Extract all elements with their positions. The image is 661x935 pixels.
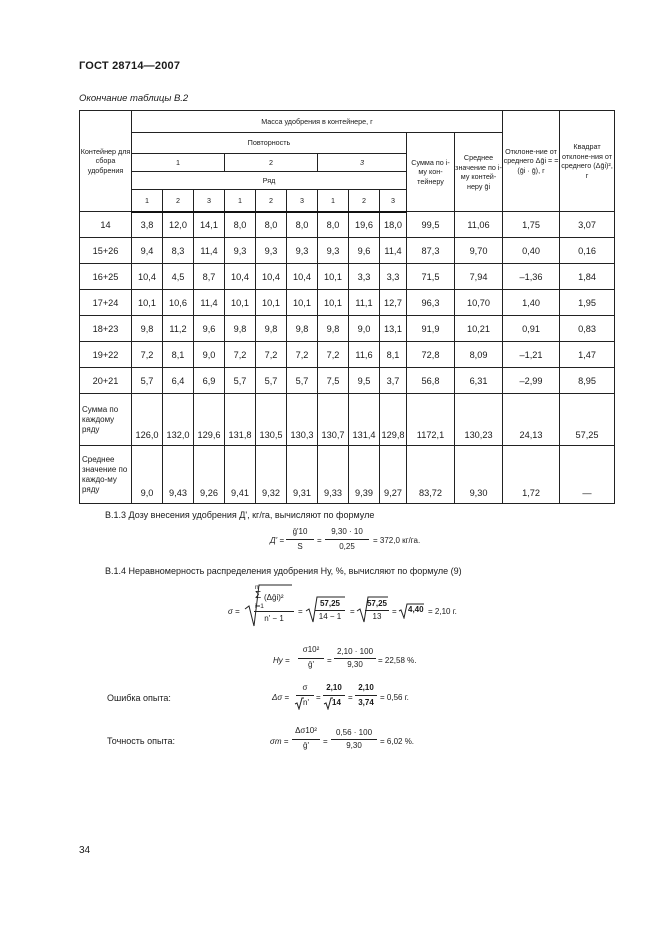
cell: 16+25 xyxy=(80,264,132,290)
cell: 18+23 xyxy=(80,316,132,342)
cell: — xyxy=(560,446,615,504)
cell: 8,0 xyxy=(256,212,287,238)
error-label: Ошибка опыта: xyxy=(107,693,171,703)
table-row xyxy=(80,316,615,342)
section-number: В.1.4 xyxy=(105,566,127,576)
formula-accuracy-num: 0,56 · 100 xyxy=(335,728,373,737)
row-label: Среднее значение по каждо-му ряду xyxy=(80,446,132,504)
cell: 9,4 xyxy=(132,238,163,264)
header-sum: Сумма по i-му кон-тейнеру xyxy=(407,133,455,212)
cell: 87,3 xyxy=(407,238,455,264)
cell: 9,31 xyxy=(287,446,318,504)
cell: 7,2 xyxy=(318,342,349,368)
table-row xyxy=(80,368,615,394)
cell: 0,91 xyxy=(503,316,560,342)
cell: 56,8 xyxy=(407,368,455,394)
table-row xyxy=(80,342,615,368)
formula-h-result: = 22,58 %. xyxy=(378,656,417,665)
cell: 4,5 xyxy=(163,264,194,290)
cell: 9,8 xyxy=(287,316,318,342)
formula-dose-den: 0,25 xyxy=(339,542,355,551)
cell: 9,43 xyxy=(163,446,194,504)
cell: 5,7 xyxy=(287,368,318,394)
cell: 11,4 xyxy=(194,238,225,264)
cell: 9,3 xyxy=(318,238,349,264)
formula-dose-num: ḡ'10 xyxy=(292,527,308,536)
table-row xyxy=(80,238,615,264)
cell: 1172,1 xyxy=(407,394,455,446)
cell: 20+21 xyxy=(80,368,132,394)
formula-error-num: 2,10 xyxy=(326,683,342,692)
cell: 8,1 xyxy=(380,342,407,368)
sum-lower: i=1 xyxy=(255,603,264,610)
formula-equals: = xyxy=(316,693,321,702)
formula-equals: = xyxy=(327,656,332,665)
formula-error-den: n' xyxy=(303,698,309,707)
cell: 129,8 xyxy=(380,394,407,446)
cell: 3,07 xyxy=(560,212,615,238)
formula-accuracy-den: ḡ' xyxy=(303,741,309,750)
cell: 130,23 xyxy=(455,394,503,446)
cell: 7,5 xyxy=(318,368,349,394)
table-caption: Окончание таблицы В.2 xyxy=(79,93,189,104)
accuracy-label: Точность опыта: xyxy=(107,736,175,746)
cell: 11,4 xyxy=(194,290,225,316)
formula-sigma-den: 13 xyxy=(372,612,382,621)
cell: 0,40 xyxy=(503,238,560,264)
cell: 8,95 xyxy=(560,368,615,394)
cell: 11,2 xyxy=(163,316,194,342)
cell: 9,70 xyxy=(455,238,503,264)
cell: 5,7 xyxy=(256,368,287,394)
row-label: Сумма по каждому ряду xyxy=(80,394,132,446)
formula-error-num: σ xyxy=(302,683,308,692)
cell: 7,2 xyxy=(287,342,318,368)
cell: 99,5 xyxy=(407,212,455,238)
page-number: 34 xyxy=(79,845,91,856)
formula-equals: = xyxy=(392,607,397,616)
cell: 7,2 xyxy=(225,342,256,368)
cell: 8,0 xyxy=(287,212,318,238)
header-row-num: 2 xyxy=(256,190,287,212)
cell: 7,2 xyxy=(132,342,163,368)
formula-accuracy-lhs: σт = xyxy=(270,737,289,746)
mean-row xyxy=(80,446,615,504)
header-row-group: Ряд xyxy=(132,172,407,190)
cell: 19,6 xyxy=(349,212,380,238)
cell: 57,25 xyxy=(560,394,615,446)
section-b13 xyxy=(105,510,374,520)
cell: 10,1 xyxy=(256,290,287,316)
cell: 11,4 xyxy=(380,238,407,264)
cell: 0,16 xyxy=(560,238,615,264)
cell: 96,3 xyxy=(407,290,455,316)
cell: 129,6 xyxy=(194,394,225,446)
cell: 5,7 xyxy=(132,368,163,394)
cell: 9,5 xyxy=(349,368,380,394)
cell: 9,0 xyxy=(349,316,380,342)
formula-error-result: = 0,56 г. xyxy=(380,693,409,702)
formula-equals: = xyxy=(317,536,322,545)
cell: 8,1 xyxy=(163,342,194,368)
cell: 130,3 xyxy=(287,394,318,446)
formula-sigma-den: n' − 1 xyxy=(264,614,284,623)
formula-dose-result: = 372,0 кг/га. xyxy=(373,536,421,545)
formula-sigma-root: 4,40 xyxy=(408,605,424,614)
cell: 9,39 xyxy=(349,446,380,504)
cell: 10,21 xyxy=(455,316,503,342)
cell: 83,72 xyxy=(407,446,455,504)
cell: 126,0 xyxy=(132,394,163,446)
formula-sigma-lhs: σ = xyxy=(228,607,240,616)
section-text: Дозу внесения удобрения Д', кг/га, вычисляют по формуле xyxy=(128,510,375,520)
cell: 9,3 xyxy=(287,238,318,264)
cell: 9,3 xyxy=(256,238,287,264)
cell: 72,8 xyxy=(407,342,455,368)
formula-error-den: 14 xyxy=(332,698,341,707)
header-row-num: 3 xyxy=(194,190,225,212)
cell: 1,75 xyxy=(503,212,560,238)
cell: 9,41 xyxy=(225,446,256,504)
cell: 6,9 xyxy=(194,368,225,394)
header-row-num: 2 xyxy=(349,190,380,212)
formula-h-num: 2,10 · 100 xyxy=(336,647,374,656)
cell: 12,7 xyxy=(380,290,407,316)
formula-dose-den: S xyxy=(297,542,303,551)
cell: 9,6 xyxy=(194,316,225,342)
cell: 9,26 xyxy=(194,446,225,504)
cell: –1,36 xyxy=(503,264,560,290)
cell: 3,3 xyxy=(349,264,380,290)
header-container: Контейнер для сбора удобрения xyxy=(80,111,132,212)
formula-sigma-num: 57,25 xyxy=(366,599,388,608)
cell: 131,4 xyxy=(349,394,380,446)
cell: 3,3 xyxy=(380,264,407,290)
section-number: В.1.3 xyxy=(105,510,127,520)
formula-dose-num: 9,30 · 10 xyxy=(331,527,363,536)
formula-dose-lhs: Д' = xyxy=(270,536,285,545)
cell: 0,83 xyxy=(560,316,615,342)
cell: 5,7 xyxy=(225,368,256,394)
cell: 9,6 xyxy=(349,238,380,264)
sum-upper: n' xyxy=(255,584,260,591)
cell: 3,7 xyxy=(380,368,407,394)
cell: 18,0 xyxy=(380,212,407,238)
header-row-num: 1 xyxy=(225,190,256,212)
cell: 17+24 xyxy=(80,290,132,316)
formula-error-den: 3,74 xyxy=(358,698,374,707)
cell: 11,06 xyxy=(455,212,503,238)
sum-row xyxy=(80,394,615,446)
cell: 132,0 xyxy=(163,394,194,446)
cell: 7,2 xyxy=(256,342,287,368)
formula-error-lhs: Δσ = xyxy=(272,693,290,702)
cell: 3,8 xyxy=(132,212,163,238)
cell: 10,4 xyxy=(287,264,318,290)
header-repeat-num: 1 xyxy=(132,154,225,172)
section-b14 xyxy=(105,566,462,576)
cell: 130,5 xyxy=(256,394,287,446)
cell: 19+22 xyxy=(80,342,132,368)
cell: 10,4 xyxy=(225,264,256,290)
formula-equals: = xyxy=(323,737,328,746)
header-repeat-num: 3 xyxy=(318,154,407,172)
cell: 12,0 xyxy=(163,212,194,238)
cell: 1,72 xyxy=(503,446,560,504)
cell: 131,8 xyxy=(225,394,256,446)
formula-sigma-result: = 2,10 г. xyxy=(428,607,457,616)
table-row xyxy=(80,212,615,238)
cell: 8,3 xyxy=(163,238,194,264)
header-row-num: 3 xyxy=(287,190,318,212)
cell: 9,8 xyxy=(318,316,349,342)
cell: 14 xyxy=(80,212,132,238)
header-mass: Масса удобрения в контейнере, г xyxy=(132,111,503,133)
cell: 9,27 xyxy=(380,446,407,504)
cell: 91,9 xyxy=(407,316,455,342)
cell: 9,0 xyxy=(194,342,225,368)
cell: 14,1 xyxy=(194,212,225,238)
formula-accuracy-result: = 6,02 %. xyxy=(380,737,415,746)
cell: 8,7 xyxy=(194,264,225,290)
formula-h-lhs: Hу = xyxy=(273,656,290,665)
cell: 8,0 xyxy=(318,212,349,238)
cell: 11,6 xyxy=(349,342,380,368)
formula-accuracy-num: Δσ10² xyxy=(295,726,317,735)
cell: 8,09 xyxy=(455,342,503,368)
cell: 1,84 xyxy=(560,264,615,290)
header-mean: Среднее значение по i-му контей-неру ḡi xyxy=(455,133,503,212)
header-row-num: 1 xyxy=(318,190,349,212)
cell: 130,7 xyxy=(318,394,349,446)
formula-h-den: 9,30 xyxy=(347,660,363,669)
cell: 15+26 xyxy=(80,238,132,264)
formula-accuracy-den: 9,30 xyxy=(346,741,362,750)
cell: 9,3 xyxy=(225,238,256,264)
cell: 10,1 xyxy=(225,290,256,316)
header-square: Квадрат отклоне-ния от среднего (Δḡi)², г xyxy=(560,111,615,212)
data-table xyxy=(79,110,615,504)
cell: 13,1 xyxy=(380,316,407,342)
formula-sigma-num: 57,25 xyxy=(319,599,341,608)
cell: 10,1 xyxy=(318,264,349,290)
cell: 10,70 xyxy=(455,290,503,316)
formula-equals: = xyxy=(298,607,303,616)
cell: –2,99 xyxy=(503,368,560,394)
cell: 24,13 xyxy=(503,394,560,446)
cell: 1,95 xyxy=(560,290,615,316)
table-row xyxy=(80,290,615,316)
header-row-num: 1 xyxy=(132,190,163,212)
cell: 9,8 xyxy=(132,316,163,342)
cell: 7,94 xyxy=(455,264,503,290)
header-deviation: Отклоне-ние от среднего Δḡi = = (ḡi · ḡ), г xyxy=(503,111,560,212)
section-text: Неравномерность распределения удобрения Hу, %, вычисляют по формуле (9) xyxy=(128,566,462,576)
sum-term: (Δḡi)² xyxy=(264,593,284,602)
cell: 9,8 xyxy=(225,316,256,342)
formula-error-num: 2,10 xyxy=(358,683,374,692)
document-title: ГОСТ 28714—2007 xyxy=(79,60,181,72)
formula-h-den: ḡ' xyxy=(308,660,314,669)
cell: 9,8 xyxy=(256,316,287,342)
table-row xyxy=(80,264,615,290)
cell: –1,21 xyxy=(503,342,560,368)
cell: 8,0 xyxy=(225,212,256,238)
cell: 10,1 xyxy=(287,290,318,316)
cell: 1,47 xyxy=(560,342,615,368)
cell: 6,4 xyxy=(163,368,194,394)
formula-equals: = xyxy=(348,693,353,702)
cell: 10,4 xyxy=(256,264,287,290)
cell: 9,33 xyxy=(318,446,349,504)
header-row-num: 3 xyxy=(380,190,407,212)
formula-h-num: σ10² xyxy=(302,645,320,654)
cell: 10,4 xyxy=(132,264,163,290)
cell: 10,1 xyxy=(318,290,349,316)
cell: 10,1 xyxy=(132,290,163,316)
cell: 11,1 xyxy=(349,290,380,316)
cell: 9,0 xyxy=(132,446,163,504)
header-repeat-num: 2 xyxy=(225,154,318,172)
cell: 9,32 xyxy=(256,446,287,504)
header-row-num: 2 xyxy=(163,190,194,212)
cell: 1,40 xyxy=(503,290,560,316)
cell: 9,30 xyxy=(455,446,503,504)
cell: 10,6 xyxy=(163,290,194,316)
header-repeat: Повторность xyxy=(132,133,407,154)
cell: 71,5 xyxy=(407,264,455,290)
formula-equals: = xyxy=(350,607,355,616)
sum-symbol: Σ xyxy=(255,590,262,601)
cell: 6,31 xyxy=(455,368,503,394)
formula-sigma-den: 14 − 1 xyxy=(318,612,342,621)
